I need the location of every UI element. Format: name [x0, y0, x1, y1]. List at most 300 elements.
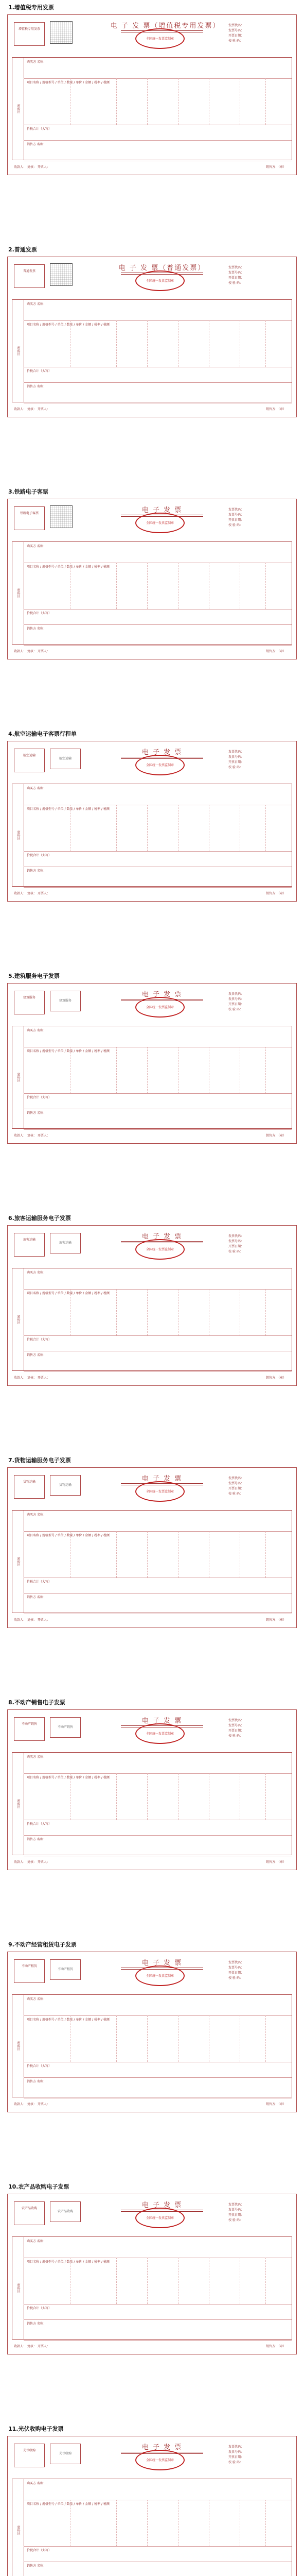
- invoice-footer-seller: 销售方：（章）: [265, 1376, 286, 1380]
- invoice-row: [24, 2237, 292, 2258]
- invoice-row-label: 销售方 名称：: [27, 143, 46, 146]
- invoice-meta-row: 开票日期：: [228, 518, 244, 522]
- invoice-meta-row: 开票日期：: [228, 1971, 244, 1975]
- invoice-meta-row: 发票代码：: [228, 1961, 244, 1964]
- invoice-meta-row: 发票代码：: [228, 2203, 244, 2207]
- invoice-meta: [228, 750, 285, 770]
- invoice-row: [24, 624, 292, 646]
- grid-column: [116, 1289, 117, 1335]
- grid-column: [265, 2015, 266, 2062]
- invoice-row: [24, 2077, 292, 2098]
- invoice-meta-row: 校 验 码：: [228, 523, 243, 527]
- invoice-meta-row: 开票日期：: [228, 1487, 244, 1490]
- invoice-row-label: 销售方 名称：: [27, 869, 46, 873]
- official-seal-icon: [135, 997, 185, 1018]
- invoice-meta-row: 开票日期：: [228, 760, 244, 764]
- invoice-meta: [228, 507, 285, 528]
- grid-column: [147, 1289, 148, 1335]
- grid-column: [265, 2500, 266, 2546]
- grid-column: [147, 2258, 148, 2304]
- invoice-row-label: 价税合计（大写）: [27, 369, 52, 373]
- invoice-type-box: 农产品收购: [14, 2201, 45, 2225]
- invoice-code-box: 航空运输: [50, 749, 81, 769]
- invoice-title: 电 子 发 票: [141, 506, 183, 514]
- invoice-meta: [228, 2445, 285, 2465]
- invoice-row: [24, 1109, 292, 1130]
- invoice-title: 电 子 发 票: [141, 2201, 183, 2209]
- invoice-header: [8, 1468, 296, 1509]
- qr-code-icon: [50, 21, 73, 44]
- invoice-row-label: 价税合计（大写）: [27, 2307, 52, 2310]
- invoice-row-label: 价税合计（大写）: [27, 854, 52, 857]
- section-heading: 8.不动产销售电子发票: [8, 1699, 65, 1706]
- invoice-row: [24, 563, 292, 609]
- invoice-footer: 收款人： 复核： 开票人：: [14, 408, 50, 411]
- grid-column: [147, 1773, 148, 1820]
- official-seal-icon: [135, 2450, 185, 2470]
- invoice-title: 电 子 发 票（增值税专用发票）: [111, 22, 221, 30]
- invoice-side-label: 密码区: [12, 1511, 24, 1613]
- section-heading: 9.不动产经营租赁电子发票: [8, 1941, 77, 1948]
- grid-column: [265, 320, 266, 367]
- invoice-row: [24, 1289, 292, 1336]
- invoice-meta: [228, 23, 285, 44]
- section-heading: 3.铁路电子客票: [8, 488, 48, 495]
- invoice-body: [12, 2479, 292, 2576]
- invoice-row-label: 项目名称 / 规格型号 / 单位 / 数量 / 单价 / 金额 / 税率 / 税额: [27, 323, 110, 327]
- invoice-body: [12, 2236, 292, 2340]
- invoice-title: 电 子 发 票: [141, 1959, 183, 1967]
- invoice-row-label: 价税合计（大写）: [27, 127, 52, 131]
- invoice-meta-row: 发票代码：: [228, 24, 244, 27]
- invoice-frame: [7, 1952, 297, 2112]
- invoice-meta-row: 发票号码：: [228, 755, 244, 759]
- invoice-row-label: 购买方 名称：: [27, 2482, 46, 2485]
- invoice-meta-row: 发票代码：: [228, 992, 244, 996]
- invoice-footer-seller: 销售方：（章）: [265, 2345, 286, 2348]
- invoice-footer: 收款人： 复核： 开票人：: [14, 1860, 50, 1864]
- invoice-type-box: 铁路电子客票: [14, 506, 45, 530]
- invoice-type-box: 不动产租赁: [14, 1959, 45, 1983]
- invoice-meta: [228, 265, 285, 286]
- invoice-row: [24, 1773, 292, 1820]
- grid-column: [116, 1531, 117, 1578]
- invoice-row-label: 销售方 名称：: [27, 1111, 46, 1115]
- official-seal-icon: [135, 1965, 185, 1986]
- invoice-meta-row: 开票日期：: [228, 1729, 244, 1733]
- invoice-row: [24, 78, 292, 125]
- invoice-row-label: 购买方 名称：: [27, 1271, 46, 1275]
- grid-column: [147, 78, 148, 125]
- invoice-row: [24, 140, 292, 161]
- invoice-row-label: 购买方 名称：: [27, 2240, 46, 2243]
- grid-column: [265, 1531, 266, 1578]
- invoice-meta-row: 校 验 码：: [228, 281, 243, 285]
- invoice-row: [24, 2319, 292, 2341]
- section-heading: 11.光伏收购电子发票: [8, 2426, 64, 2432]
- invoice-meta: [228, 1718, 285, 1739]
- invoice-frame: [7, 1225, 297, 1386]
- qr-code-icon: [50, 505, 73, 528]
- invoice-title: 电 子 发 票（普通发票）: [118, 264, 206, 272]
- invoice-body: [12, 57, 292, 160]
- grid-column: [265, 1047, 266, 1093]
- invoice-title: 电 子 发 票: [141, 749, 183, 756]
- invoice-meta-row: 校 验 码：: [228, 1250, 243, 1253]
- invoice-side-label: 密码区: [12, 1268, 24, 1370]
- invoice-row-label: 销售方 名称：: [27, 1838, 46, 1841]
- invoice-frame: [7, 2194, 297, 2354]
- invoice-frame: [7, 1709, 297, 1870]
- section-heading: 6.旅客运输服务电子发票: [8, 1215, 71, 1222]
- grid-column: [116, 1773, 117, 1820]
- invoice-footer-seller: 销售方：（章）: [265, 1134, 286, 1138]
- invoice-row-label: 购买方 名称：: [27, 60, 46, 64]
- invoice-row-label: 价税合计（大写）: [27, 2064, 52, 2068]
- invoice-header: [8, 257, 296, 298]
- invoice-type-box: 旅客运输: [14, 1233, 45, 1257]
- grid-column: [116, 2500, 117, 2546]
- invoice-side-label: 密码区: [12, 1995, 24, 2097]
- invoice-meta-row: 校 验 码：: [228, 1492, 243, 1496]
- invoice-footer: 收款人： 复核： 开票人：: [14, 1134, 50, 1138]
- grid-column: [147, 2015, 148, 2062]
- invoice-row-label: 项目名称 / 规格型号 / 单位 / 数量 / 单价 / 金额 / 税率 / 税额: [27, 2502, 110, 2506]
- grid-column: [265, 563, 266, 609]
- invoice-body: [12, 1026, 292, 1129]
- invoice-code-box: 建筑服务: [50, 991, 81, 1011]
- invoice-row-label: 销售方 名称：: [27, 385, 46, 388]
- invoice-footer: 收款人： 复核： 开票人：: [14, 2345, 50, 2348]
- invoice-footer-seller: 销售方：（章）: [265, 408, 286, 411]
- invoice-side-label: 密码区: [12, 2479, 24, 2576]
- invoice-row-label: 项目名称 / 规格型号 / 单位 / 数量 / 单价 / 金额 / 税率 / 税额: [27, 1534, 110, 1537]
- invoice-type-box: 普通发票: [14, 264, 45, 288]
- invoice-row: [24, 1578, 292, 1594]
- invoice-code-box: 旅客运输: [50, 1233, 81, 1253]
- invoice-row: [24, 1593, 292, 1614]
- invoice-meta-row: 发票号码：: [228, 1966, 244, 1970]
- invoice-row: [24, 2258, 292, 2304]
- invoice-row: [24, 382, 292, 403]
- invoice-meta-row: 开票日期：: [228, 1245, 244, 1248]
- section-heading: 4.航空运输电子客票行程单: [8, 731, 77, 737]
- invoice-meta: [228, 992, 285, 1012]
- official-seal-icon: [135, 28, 185, 49]
- invoice-frame: [7, 2436, 297, 2576]
- invoice-meta-row: 校 验 码：: [228, 1008, 243, 1011]
- invoice-row-label: 价税合计（大写）: [27, 1096, 52, 1099]
- invoice-footer-seller: 销售方：（章）: [265, 892, 286, 895]
- invoice-side-label: 密码区: [12, 2237, 24, 2339]
- invoice-footer-seller: 销售方：（章）: [265, 2103, 286, 2106]
- official-seal-icon: [135, 270, 185, 291]
- invoice-title: 电 子 发 票: [141, 991, 183, 998]
- invoice-meta-row: 发票代码：: [228, 266, 244, 269]
- invoice-title: 电 子 发 票: [141, 1717, 183, 1725]
- invoice-footer: 收款人： 复核： 开票人：: [14, 165, 50, 169]
- invoice-header: [8, 15, 296, 56]
- invoice-title: 电 子 发 票: [141, 1233, 183, 1241]
- invoice-row-label: 购买方 名称：: [27, 1513, 46, 1517]
- invoice-row-label: 项目名称 / 规格型号 / 单位 / 数量 / 单价 / 金额 / 税率 / 税额: [27, 1292, 110, 1295]
- invoice-footer-seller: 销售方：（章）: [265, 165, 286, 169]
- invoice-row: [24, 1995, 292, 2016]
- invoice-row: [24, 1093, 292, 1109]
- section-heading: 5.建筑服务电子发票: [8, 973, 60, 979]
- invoice-row: [24, 609, 292, 625]
- section-heading: 7.货物运输服务电子发票: [8, 1457, 71, 1464]
- invoice-meta-row: 校 验 码：: [228, 2218, 243, 2222]
- grid-column: [265, 805, 266, 851]
- invoice-meta-row: 发票代码：: [228, 2445, 244, 2449]
- invoice-frame: [7, 257, 297, 417]
- invoice-side-label: 密码区: [12, 784, 24, 886]
- invoice-row: [24, 2479, 292, 2500]
- invoice-meta-row: 发票号码：: [228, 271, 244, 275]
- invoice-row: [24, 2015, 292, 2062]
- invoice-header: [8, 741, 296, 783]
- invoice-meta-row: 发票号码：: [228, 2208, 244, 2212]
- invoice-meta-row: 发票号码：: [228, 1240, 244, 1243]
- seal-text: 全国统一发票监制章: [146, 1974, 174, 1978]
- invoice-side-label: 密码区: [12, 542, 24, 644]
- invoice-row-label: 销售方 名称：: [27, 1353, 46, 1357]
- invoice-title: 电 子 发 票: [141, 2444, 183, 2451]
- invoice-meta-row: 发票代码：: [228, 750, 244, 754]
- invoice-row: [24, 1820, 292, 1836]
- invoice-meta-row: 发票代码：: [228, 1234, 244, 1238]
- invoice-side-label: 密码区: [12, 58, 24, 160]
- invoice-side-label: 密码区: [12, 1753, 24, 1855]
- seal-text: 全国统一发票监制章: [146, 1490, 174, 1494]
- invoice-footer-seller: 销售方：（章）: [265, 1860, 286, 1864]
- invoice-meta-row: 开票日期：: [228, 2455, 244, 2459]
- invoice-code-box: 农产品收购: [50, 2201, 81, 2222]
- seal-text: 全国统一发票监制章: [146, 764, 174, 767]
- invoice-type-box: 增值税专用发票: [14, 22, 45, 46]
- invoice-footer: 收款人： 复核： 开票人：: [14, 1618, 50, 1622]
- seal-text: 全国统一发票监制章: [146, 279, 174, 283]
- grid-column: [116, 1047, 117, 1093]
- grid-column: [265, 78, 266, 125]
- official-seal-icon: [135, 1723, 185, 1744]
- invoice-header: [8, 499, 296, 540]
- invoice-code-box: 货物运输: [50, 1475, 81, 1496]
- seal-text: 全国统一发票监制章: [146, 1248, 174, 1251]
- seal-text: 全国统一发票监制章: [146, 2459, 174, 2462]
- invoice-footer: 收款人： 复核： 开票人：: [14, 650, 50, 653]
- invoice-meta-row: 校 验 码：: [228, 766, 243, 769]
- qr-code-icon: [50, 263, 73, 286]
- invoice-meta-row: 发票号码：: [228, 513, 244, 517]
- invoice-meta: [228, 2202, 285, 2223]
- official-seal-icon: [135, 1239, 185, 1260]
- invoice-header: [8, 2194, 296, 2235]
- invoice-title: 电 子 发 票: [141, 1475, 183, 1483]
- invoice-row-label: 价税合计（大写）: [27, 1338, 52, 1342]
- invoice-body: [12, 299, 292, 402]
- seal-text: 全国统一发票监制章: [146, 521, 174, 525]
- grid-column: [116, 805, 117, 851]
- invoice-frame: [7, 1467, 297, 1628]
- invoice-side-label: 密码区: [12, 300, 24, 402]
- invoice-header: [8, 1226, 296, 1267]
- invoice-row-label: 购买方 名称：: [27, 545, 46, 548]
- invoice-meta-row: 发票号码：: [228, 29, 244, 32]
- invoice-meta-row: 发票号码：: [228, 1482, 244, 1485]
- invoice-body: [12, 1752, 292, 1855]
- invoice-row: [24, 1335, 292, 1351]
- grid-column: [265, 1289, 266, 1335]
- invoice-row: [24, 851, 292, 867]
- invoice-row-label: 价税合计（大写）: [27, 2549, 52, 2552]
- invoice-type-box: 光伏收购: [14, 2444, 45, 2467]
- invoice-meta: [228, 1476, 285, 1497]
- grid-column: [147, 1531, 148, 1578]
- grid-column: [265, 2258, 266, 2304]
- invoice-row: [24, 1026, 292, 1047]
- invoice-row: [24, 125, 292, 141]
- invoice-meta-row: 发票号码：: [228, 1724, 244, 1727]
- invoice-meta-row: 发票号码：: [228, 2450, 244, 2454]
- invoice-header: [8, 2436, 296, 2478]
- invoice-type-box: 建筑服务: [14, 991, 45, 1014]
- invoice-body: [12, 1994, 292, 2097]
- invoice-header: [8, 1710, 296, 1751]
- invoice-meta-row: 发票号码：: [228, 997, 244, 1001]
- invoice-row-label: 项目名称 / 规格型号 / 单位 / 数量 / 单价 / 金额 / 税率 / 税额: [27, 1049, 110, 1053]
- invoice-footer: 收款人： 复核： 开票人：: [14, 2103, 50, 2106]
- invoice-type-box: 航空运输: [14, 749, 45, 772]
- invoice-row: [24, 367, 292, 383]
- invoice-meta-row: 发票代码：: [228, 1477, 244, 1480]
- invoice-row: [24, 300, 292, 321]
- invoice-row-label: 购买方 名称：: [27, 1029, 46, 1032]
- section-heading: 2.普通发票: [8, 246, 37, 253]
- grid-column: [147, 320, 148, 367]
- invoice-row-label: 购买方 名称：: [27, 1755, 46, 1759]
- invoice-row-label: 销售方 名称：: [27, 2322, 46, 2326]
- invoice-frame: [7, 14, 297, 175]
- grid-column: [116, 563, 117, 609]
- invoice-type-box: 货物运输: [14, 1475, 45, 1499]
- invoice-row-label: 项目名称 / 规格型号 / 单位 / 数量 / 单价 / 金额 / 税率 / 税额: [27, 1776, 110, 1780]
- invoice-meta: [228, 1960, 285, 1981]
- invoice-row-label: 销售方 名称：: [27, 2564, 46, 2568]
- invoice-footer: 收款人： 复核： 开票人：: [14, 1376, 50, 1380]
- invoice-row-label: 购买方 名称：: [27, 787, 46, 790]
- invoice-footer-seller: 销售方：（章）: [265, 650, 286, 653]
- grid-column: [147, 563, 148, 609]
- invoice-row-label: 价税合计（大写）: [27, 612, 52, 615]
- invoice-row-label: 项目名称 / 规格型号 / 单位 / 数量 / 单价 / 金额 / 税率 / 税额: [27, 807, 110, 811]
- seal-text: 全国统一发票监制章: [146, 2216, 174, 2220]
- invoice-row-label: 价税合计（大写）: [27, 1580, 52, 1584]
- invoice-row-label: 销售方 名称：: [27, 2080, 46, 2083]
- invoice-body: [12, 541, 292, 645]
- invoice-side-label: 密码区: [12, 1026, 24, 1128]
- invoice-meta-row: 校 验 码：: [228, 1976, 243, 1980]
- invoice-frame: [7, 499, 297, 659]
- invoice-row-label: 项目名称 / 规格型号 / 单位 / 数量 / 单价 / 金额 / 税率 / 税额: [27, 2260, 110, 2264]
- seal-text: 全国统一发票监制章: [146, 1732, 174, 1736]
- invoice-row-label: 销售方 名称：: [27, 1596, 46, 1599]
- invoice-row: [24, 542, 292, 563]
- invoice-row: [24, 2500, 292, 2547]
- invoice-frame: [7, 741, 297, 902]
- grid-column: [116, 320, 117, 367]
- invoice-row-label: 项目名称 / 规格型号 / 单位 / 数量 / 单价 / 金额 / 税率 / 税额: [27, 2018, 110, 2022]
- invoice-row-label: 项目名称 / 规格型号 / 单位 / 数量 / 单价 / 金额 / 税率 / 税额: [27, 565, 110, 569]
- invoice-body: [12, 784, 292, 887]
- invoice-footer: 收款人： 复核： 开票人：: [14, 892, 50, 895]
- invoice-body: [12, 1268, 292, 1371]
- invoice-meta-row: 开票日期：: [228, 2213, 244, 2217]
- grid-column: [147, 1047, 148, 1093]
- invoice-body: [12, 1510, 292, 1613]
- invoice-header: [8, 1952, 296, 1993]
- invoice-row-label: 购买方 名称：: [27, 1997, 46, 2001]
- invoice-meta: [228, 1234, 285, 1255]
- invoice-row: [24, 784, 292, 805]
- invoice-row: [24, 2304, 292, 2320]
- seal-text: 全国统一发票监制章: [146, 1006, 174, 1009]
- grid-column: [265, 1773, 266, 1820]
- invoice-row-label: 价税合计（大写）: [27, 1822, 52, 1826]
- invoice-meta-row: 发票代码：: [228, 508, 244, 512]
- invoice-row: [24, 2562, 292, 2576]
- invoice-meta-row: 校 验 码：: [228, 39, 243, 43]
- invoice-row: [24, 1753, 292, 1774]
- seal-text: 全国统一发票监制章: [146, 37, 174, 41]
- invoice-code-box: 光伏收购: [50, 2444, 81, 2464]
- grid-column: [116, 78, 117, 125]
- invoice-meta-row: 开票日期：: [228, 1003, 244, 1006]
- invoice-code-box: 不动产租赁: [50, 1959, 81, 1980]
- grid-column: [116, 2258, 117, 2304]
- invoice-row: [24, 1835, 292, 1856]
- invoice-type-box: 不动产销售: [14, 1717, 45, 1741]
- invoice-meta-row: 校 验 码：: [228, 1734, 243, 1738]
- grid-column: [116, 2015, 117, 2062]
- invoice-code-box: 不动产销售: [50, 1717, 81, 1738]
- official-seal-icon: [135, 755, 185, 775]
- invoice-row: [24, 2062, 292, 2078]
- invoice-row: [24, 1351, 292, 1372]
- invoice-row-label: 购买方 名称：: [27, 302, 46, 306]
- grid-column: [147, 805, 148, 851]
- invoice-row: [24, 1511, 292, 1532]
- invoice-row: [24, 805, 292, 852]
- official-seal-icon: [135, 513, 185, 533]
- section-heading: 10.农产品收购电子发票: [8, 2183, 69, 2190]
- invoice-row: [24, 1047, 292, 1094]
- invoice-row: [24, 2546, 292, 2562]
- invoice-meta-row: 发票代码：: [228, 1719, 244, 1722]
- invoice-row: [24, 58, 292, 79]
- invoice-header: [8, 984, 296, 1025]
- official-seal-icon: [135, 1481, 185, 1502]
- invoice-row: [24, 320, 292, 367]
- invoice-footer-seller: 销售方：（章）: [265, 1618, 286, 1622]
- invoice-row-label: 项目名称 / 规格型号 / 单位 / 数量 / 单价 / 金额 / 税率 / 税额: [27, 81, 110, 84]
- invoice-meta-row: 校 验 码：: [228, 2461, 243, 2464]
- invoice-row: [24, 1531, 292, 1578]
- invoice-row: [24, 1268, 292, 1290]
- invoice-meta-row: 开票日期：: [228, 276, 244, 280]
- invoice-frame: [7, 983, 297, 1144]
